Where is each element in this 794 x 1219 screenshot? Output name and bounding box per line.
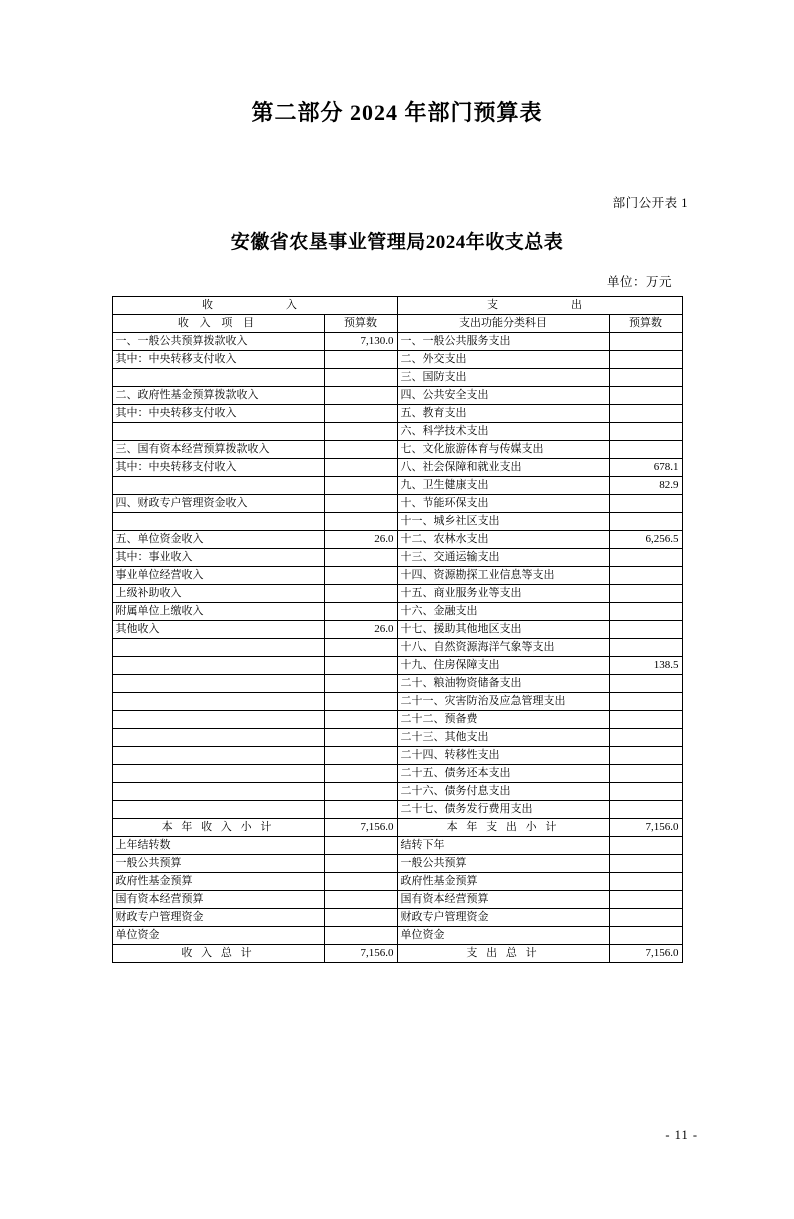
expense-item-cell: 六、科学技术支出 xyxy=(397,423,609,441)
expense-value-cell xyxy=(609,891,682,909)
income-item-cell xyxy=(112,693,324,711)
header-expense-item: 支出功能分类科目 xyxy=(397,315,609,333)
income-item-cell xyxy=(112,675,324,693)
income-value-cell xyxy=(324,729,397,747)
income-value-cell xyxy=(324,657,397,675)
expense-item-cell: 十八、自然资源海洋气象等支出 xyxy=(397,639,609,657)
page-title: 第二部分 2024 年部门预算表 xyxy=(251,100,543,125)
expense-item-cell: 九、卫生健康支出 xyxy=(397,477,609,495)
expense-item-cell: 政府性基金预算 xyxy=(397,873,609,891)
income-item-cell xyxy=(112,801,324,819)
expense-item-cell: 十九、住房保障支出 xyxy=(397,657,609,675)
table-row xyxy=(112,405,682,423)
expense-value-cell xyxy=(609,585,682,603)
income-value-cell xyxy=(324,855,397,873)
table-row xyxy=(112,423,682,441)
income-value-cell: 26.0 xyxy=(324,531,397,549)
expense-value-cell xyxy=(609,387,682,405)
income-item-cell: 其他收入 xyxy=(112,621,324,639)
table-row xyxy=(112,603,682,621)
expense-value-cell xyxy=(609,675,682,693)
expense-value-cell xyxy=(609,441,682,459)
table-row xyxy=(112,495,682,513)
expense-value-cell: 138.5 xyxy=(609,657,682,675)
income-value-cell: 7,130.0 xyxy=(324,333,397,351)
table-row xyxy=(112,783,682,801)
income-item-cell: 财政专户管理资金 xyxy=(112,909,324,927)
expense-value-cell xyxy=(609,909,682,927)
document-page xyxy=(0,96,794,1219)
expense-value-cell xyxy=(609,765,682,783)
expense-value-cell xyxy=(609,351,682,369)
income-value-cell xyxy=(324,405,397,423)
income-item-cell: 上年结转数 xyxy=(112,837,324,855)
table-row xyxy=(112,531,682,549)
table-row xyxy=(112,387,682,405)
table-title: 安徽省农垦事业管理局2024年收支总表 xyxy=(230,232,564,253)
income-item-cell: 政府性基金预算 xyxy=(112,873,324,891)
income-item-cell: 单位资金 xyxy=(112,927,324,945)
expense-value-cell xyxy=(609,837,682,855)
header-expense-group: 支 出 xyxy=(397,297,682,315)
income-value-cell xyxy=(324,585,397,603)
income-total-value: 7,156.0 xyxy=(324,945,397,963)
expense-value-cell xyxy=(609,927,682,945)
total-row xyxy=(112,945,682,963)
table-row xyxy=(112,477,682,495)
expense-item-cell: 二十四、转移性支出 xyxy=(397,747,609,765)
expense-item-cell: 二、外交支出 xyxy=(397,351,609,369)
header-expense-budget: 预算数 xyxy=(609,315,682,333)
income-value-cell xyxy=(324,351,397,369)
income-value-cell xyxy=(324,513,397,531)
table-row xyxy=(112,927,682,945)
expense-item-cell: 二十七、债务发行费用支出 xyxy=(397,801,609,819)
income-subtotal-label: 本 年 收 入 小 计 xyxy=(112,819,324,837)
income-item-cell xyxy=(112,729,324,747)
table-row xyxy=(112,837,682,855)
income-value-cell xyxy=(324,603,397,621)
expense-item-cell: 财政专户管理资金 xyxy=(397,909,609,927)
income-value-cell xyxy=(324,891,397,909)
expense-value-cell xyxy=(609,693,682,711)
income-value-cell xyxy=(324,369,397,387)
income-value-cell xyxy=(324,639,397,657)
expense-value-cell xyxy=(609,603,682,621)
expense-item-cell: 二十二、预备费 xyxy=(397,711,609,729)
unit-note: 单位：万元 xyxy=(606,275,672,289)
subtotal-row xyxy=(112,819,682,837)
table-row xyxy=(112,855,682,873)
income-item-cell: 一般公共预算 xyxy=(112,855,324,873)
expense-value-cell xyxy=(609,513,682,531)
income-item-cell xyxy=(112,513,324,531)
income-value-cell xyxy=(324,909,397,927)
income-item-cell: 其中：中央转移支付收入 xyxy=(112,405,324,423)
expense-value-cell xyxy=(609,621,682,639)
page-number: - 11 - xyxy=(665,1128,698,1142)
expense-subtotal-value: 7,156.0 xyxy=(609,819,682,837)
income-item-cell xyxy=(112,765,324,783)
income-item-cell xyxy=(112,369,324,387)
income-item-cell xyxy=(112,423,324,441)
expense-value-cell xyxy=(609,369,682,387)
income-subtotal-value: 7,156.0 xyxy=(324,819,397,837)
expense-value-cell xyxy=(609,567,682,585)
table-row xyxy=(112,711,682,729)
header-income-group: 收 入 xyxy=(112,297,397,315)
expense-item-cell: 单位资金 xyxy=(397,927,609,945)
budget-summary-table xyxy=(112,296,683,963)
income-item-cell: 二、政府性基金预算拨款收入 xyxy=(112,387,324,405)
expense-total-value: 7,156.0 xyxy=(609,945,682,963)
income-value-cell xyxy=(324,783,397,801)
expense-value-cell xyxy=(609,801,682,819)
expense-item-cell: 十六、金融支出 xyxy=(397,603,609,621)
expense-item-cell: 结转下年 xyxy=(397,837,609,855)
expense-value-cell xyxy=(609,747,682,765)
expense-item-cell: 一般公共预算 xyxy=(397,855,609,873)
expense-value-cell xyxy=(609,405,682,423)
header-income-item: 收 入 项 目 xyxy=(112,315,324,333)
expense-item-cell: 七、文化旅游体育与传媒支出 xyxy=(397,441,609,459)
income-item-cell xyxy=(112,747,324,765)
income-item-cell xyxy=(112,477,324,495)
income-item-cell xyxy=(112,711,324,729)
income-value-cell xyxy=(324,567,397,585)
table-row xyxy=(112,621,682,639)
income-item-cell: 其中：事业收入 xyxy=(112,549,324,567)
table-body xyxy=(112,333,682,963)
income-value-cell xyxy=(324,927,397,945)
expense-item-cell: 一、一般公共服务支出 xyxy=(397,333,609,351)
expense-item-cell: 八、社会保障和就业支出 xyxy=(397,459,609,477)
income-item-cell: 事业单位经营收入 xyxy=(112,567,324,585)
income-item-cell: 其中：中央转移支付收入 xyxy=(112,351,324,369)
table-row xyxy=(112,801,682,819)
table-row xyxy=(112,459,682,477)
table-column-header-row xyxy=(112,315,682,333)
expense-item-cell: 十三、交通运输支出 xyxy=(397,549,609,567)
expense-value-cell xyxy=(609,495,682,513)
income-item-cell: 四、财政专户管理资金收入 xyxy=(112,495,324,513)
table-row xyxy=(112,675,682,693)
income-value-cell xyxy=(324,873,397,891)
expense-item-cell: 二十五、债务还本支出 xyxy=(397,765,609,783)
income-value-cell xyxy=(324,495,397,513)
table-row xyxy=(112,567,682,585)
income-value-cell xyxy=(324,801,397,819)
expense-total-label: 支 出 总 计 xyxy=(397,945,609,963)
table-row xyxy=(112,549,682,567)
income-total-label: 收 入 总 计 xyxy=(112,945,324,963)
table-row xyxy=(112,351,682,369)
table-row xyxy=(112,639,682,657)
expense-item-cell: 十五、商业服务业等支出 xyxy=(397,585,609,603)
expense-value-cell xyxy=(609,729,682,747)
table-row xyxy=(112,585,682,603)
income-item-cell xyxy=(112,639,324,657)
income-value-cell xyxy=(324,423,397,441)
income-item-cell: 国有资本经营预算 xyxy=(112,891,324,909)
expense-item-cell: 十一、城乡社区支出 xyxy=(397,513,609,531)
expense-value-cell: 678.1 xyxy=(609,459,682,477)
expense-item-cell: 五、教育支出 xyxy=(397,405,609,423)
income-item-cell: 上级补助收入 xyxy=(112,585,324,603)
income-value-cell: 26.0 xyxy=(324,621,397,639)
table-row xyxy=(112,909,682,927)
income-item-cell: 其中：中央转移支付收入 xyxy=(112,459,324,477)
expense-item-cell: 十七、援助其他地区支出 xyxy=(397,621,609,639)
table-row xyxy=(112,693,682,711)
expense-value-cell xyxy=(609,873,682,891)
expense-value-cell xyxy=(609,639,682,657)
table-row xyxy=(112,333,682,351)
table-row xyxy=(112,369,682,387)
header-income-budget: 预算数 xyxy=(324,315,397,333)
expense-value-cell xyxy=(609,423,682,441)
table-row xyxy=(112,765,682,783)
expense-value-cell xyxy=(609,711,682,729)
sheet-label: 部门公开表 1 xyxy=(612,196,688,210)
income-item-cell xyxy=(112,783,324,801)
income-value-cell xyxy=(324,693,397,711)
table-row xyxy=(112,657,682,675)
income-item-cell: 附属单位上缴收入 xyxy=(112,603,324,621)
expense-item-cell: 四、公共安全支出 xyxy=(397,387,609,405)
expense-value-cell: 6,256.5 xyxy=(609,531,682,549)
expense-value-cell: 82.9 xyxy=(609,477,682,495)
expense-item-cell: 三、国防支出 xyxy=(397,369,609,387)
income-value-cell xyxy=(324,459,397,477)
income-value-cell xyxy=(324,675,397,693)
expense-item-cell: 十二、农林水支出 xyxy=(397,531,609,549)
income-item-cell: 一、一般公共预算拨款收入 xyxy=(112,333,324,351)
table-row xyxy=(112,729,682,747)
income-item-cell: 五、单位资金收入 xyxy=(112,531,324,549)
expense-value-cell xyxy=(609,783,682,801)
income-item-cell: 三、国有资本经营预算拨款收入 xyxy=(112,441,324,459)
income-value-cell xyxy=(324,711,397,729)
expense-value-cell xyxy=(609,855,682,873)
table-row xyxy=(112,513,682,531)
table-row xyxy=(112,747,682,765)
expense-item-cell: 十四、资源勘探工业信息等支出 xyxy=(397,567,609,585)
expense-item-cell: 二十三、其他支出 xyxy=(397,729,609,747)
table-row xyxy=(112,891,682,909)
income-value-cell xyxy=(324,837,397,855)
table-row xyxy=(112,873,682,891)
income-item-cell xyxy=(112,657,324,675)
expense-item-cell: 二十六、债务付息支出 xyxy=(397,783,609,801)
expense-item-cell: 二十一、灾害防治及应急管理支出 xyxy=(397,693,609,711)
income-value-cell xyxy=(324,387,397,405)
table-group-header-row xyxy=(112,297,682,315)
income-value-cell xyxy=(324,549,397,567)
expense-subtotal-label: 本 年 支 出 小 计 xyxy=(397,819,609,837)
expense-value-cell xyxy=(609,333,682,351)
income-value-cell xyxy=(324,765,397,783)
income-value-cell xyxy=(324,441,397,459)
income-value-cell xyxy=(324,477,397,495)
expense-item-cell: 国有资本经营预算 xyxy=(397,891,609,909)
expense-item-cell: 二十、粮油物资储备支出 xyxy=(397,675,609,693)
expense-item-cell: 十、节能环保支出 xyxy=(397,495,609,513)
income-value-cell xyxy=(324,747,397,765)
expense-value-cell xyxy=(609,549,682,567)
table-row xyxy=(112,441,682,459)
